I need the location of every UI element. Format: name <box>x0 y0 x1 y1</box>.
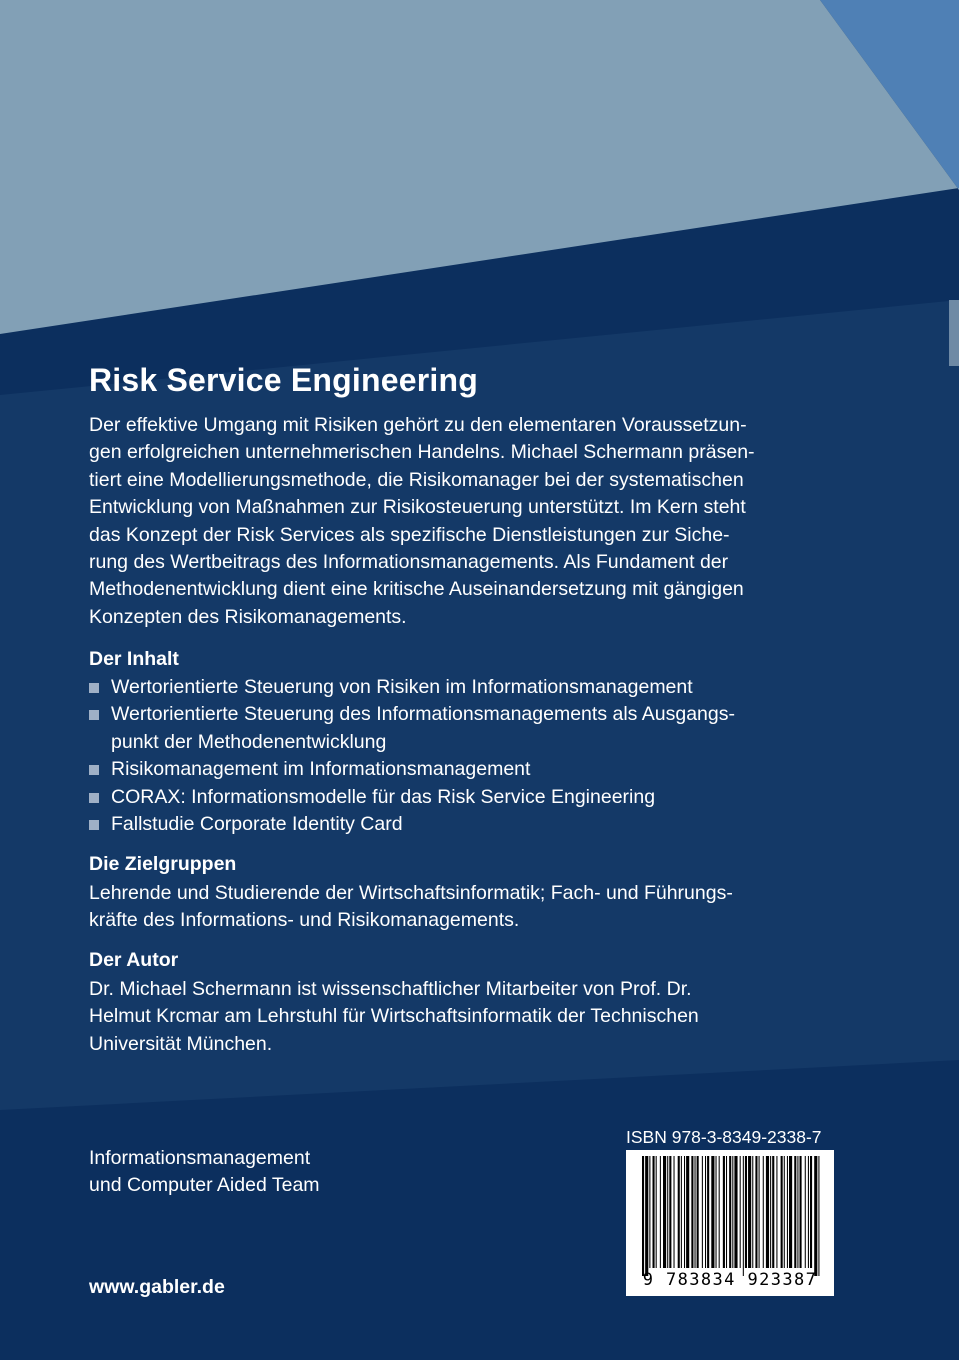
barcode-bar <box>686 1156 689 1268</box>
intro-text-line: tiert eine Modellierungsmethode, die Risikomanager bei der systematischen <box>89 468 744 491</box>
barcode-bar <box>716 1156 717 1268</box>
author-text <box>89 976 699 1058</box>
intro-text-line: Entwicklung von Maßnahmen zur Risikosteuerung unterstützt. Im Kern steht <box>89 496 746 519</box>
contents-list-item-text: CORAX: Informationsmodelle für das Risk Service Engineering <box>111 785 656 808</box>
barcode-bar <box>734 1156 737 1268</box>
barcode-bar <box>645 1156 648 1276</box>
intro-text-line: das Konzept der Risk Services als spezifische Dienstleistungen zur Siche- <box>89 523 730 546</box>
barcode-bar <box>667 1156 668 1268</box>
barcode-bar <box>800 1156 802 1268</box>
isbn-label: ISBN 978-3-8349-2338-7 <box>626 1127 822 1147</box>
barcode-digits: 9 783834 923387 <box>642 1270 818 1290</box>
contents-heading: Der Inhalt <box>89 648 179 670</box>
barcode-bar <box>789 1156 792 1268</box>
author-text-line: Helmut Krcmar am Lehrstuhl für Wirtschaftsinformatik der Technischen <box>89 1005 699 1028</box>
barcode-bar <box>797 1156 798 1268</box>
audience-heading: Die Zielgruppen <box>89 853 237 875</box>
contents-list <box>89 674 849 838</box>
barcode-bar <box>711 1156 714 1268</box>
barcode-bar <box>723 1156 725 1268</box>
book-title: Risk Service Engineering <box>89 362 478 398</box>
barcode-bar <box>726 1156 727 1268</box>
square-bullet-icon <box>89 710 99 720</box>
barcode-bar <box>776 1156 777 1268</box>
series-name-line: und Computer Aided Team <box>89 1173 320 1196</box>
contents-list-item-text: punkt der Methodenentwicklung <box>111 730 387 753</box>
contents-list-item <box>89 674 849 701</box>
barcode-bar <box>660 1156 661 1268</box>
barcode-bar <box>748 1156 751 1268</box>
barcode-bar <box>814 1156 817 1276</box>
contents-list-item <box>89 756 849 783</box>
contents-list-item <box>89 701 849 756</box>
barcode-bar <box>763 1156 764 1268</box>
contents-list-item <box>89 784 849 811</box>
author-text-line: Universität München. <box>89 1032 273 1055</box>
barcode-bar <box>674 1156 675 1268</box>
barcode-bar <box>781 1156 783 1268</box>
barcode-bar <box>784 1156 785 1268</box>
edge-marker <box>949 300 959 366</box>
barcode-bar <box>719 1156 720 1268</box>
barcode-bar <box>702 1156 703 1268</box>
intro-text-line: rung des Wertbeitrags des Informationsmanagements. Als Fundament der <box>89 551 729 574</box>
audience-text <box>89 880 733 935</box>
barcode-bar <box>691 1156 693 1268</box>
series-name <box>89 1145 320 1198</box>
square-bullet-icon <box>89 793 99 803</box>
intro-text-line: Der effektive Umgang mit Risiken gehört zu den elementaren Voraussetzun- <box>89 414 747 436</box>
barcode-bar <box>770 1156 771 1268</box>
barcode-bar <box>794 1156 796 1268</box>
square-bullet-icon <box>89 683 99 693</box>
intro-text-line: gen erfolgreichen unternehmerischen Handelns. Michael Schermann präsen- <box>89 441 755 464</box>
barcode <box>626 1150 834 1296</box>
barcode-bar <box>766 1156 769 1268</box>
barcode-bar <box>818 1156 819 1276</box>
barcode-bar <box>745 1156 747 1268</box>
contents-list-item-text: Fallstudie Corporate Identity Card <box>111 813 403 836</box>
series-name-line: Informationsmanagement <box>89 1147 311 1169</box>
barcode-bar <box>787 1156 788 1268</box>
barcode-bar <box>697 1156 699 1268</box>
author-text-line: Dr. Michael Schermann ist wissenschaftlicher Mitarbeiter von Prof. Dr. <box>89 978 692 1000</box>
audience-text-line: kräfte des Informations- und Risikomanagements. <box>89 909 520 932</box>
square-bullet-icon <box>89 765 99 775</box>
barcode-bar <box>684 1156 685 1268</box>
intro-text-line: Konzepten des Risikomanagements. <box>89 605 407 628</box>
barcode-bar <box>808 1156 809 1268</box>
barcode-bar <box>743 1156 744 1276</box>
barcode-bar <box>759 1156 760 1268</box>
contents-list-item <box>89 811 849 838</box>
barcode-bar <box>642 1156 644 1276</box>
barcode-bar <box>810 1156 812 1268</box>
barcode-bar <box>653 1156 655 1268</box>
barcode-bar <box>732 1156 733 1268</box>
barcode-bar <box>740 1156 741 1268</box>
barcode-bar <box>656 1156 657 1268</box>
contents-list-item-text: Risikomanagement im Informationsmanagement <box>111 758 531 781</box>
barcode-bar <box>752 1156 753 1268</box>
barcode-bar <box>772 1156 774 1268</box>
barcode-bar <box>649 1156 650 1268</box>
publisher-url: www.gabler.de <box>89 1276 225 1298</box>
barcode-bar <box>755 1156 757 1268</box>
barcode-bar <box>805 1156 806 1268</box>
barcode-bar <box>678 1156 680 1268</box>
barcode-bar <box>705 1156 706 1268</box>
barcode-bar <box>681 1156 682 1268</box>
barcode-bar <box>729 1156 731 1268</box>
contents-list-item-text: Wertorientierte Steuerung von Risiken im Informationsmanagement <box>111 676 693 698</box>
contents-list-item-text: Wertorientierte Steuerung des Informationsmanagements als Ausgangs- <box>111 703 735 726</box>
square-bullet-icon <box>89 820 99 830</box>
barcode-bar <box>669 1156 671 1268</box>
audience-text-line: Lehrende und Studierende der Wirtschaftsinformatik; Fach- und Führungs- <box>89 882 733 904</box>
author-heading: Der Autor <box>89 949 179 971</box>
barcode-bar <box>707 1156 709 1268</box>
intro-text-line: Methodenentwicklung dient eine kritische Auseinandersetzung mit gängigen <box>89 578 744 601</box>
barcode-bar <box>663 1156 666 1268</box>
barcode-bar <box>695 1156 696 1268</box>
intro-text <box>89 412 839 631</box>
